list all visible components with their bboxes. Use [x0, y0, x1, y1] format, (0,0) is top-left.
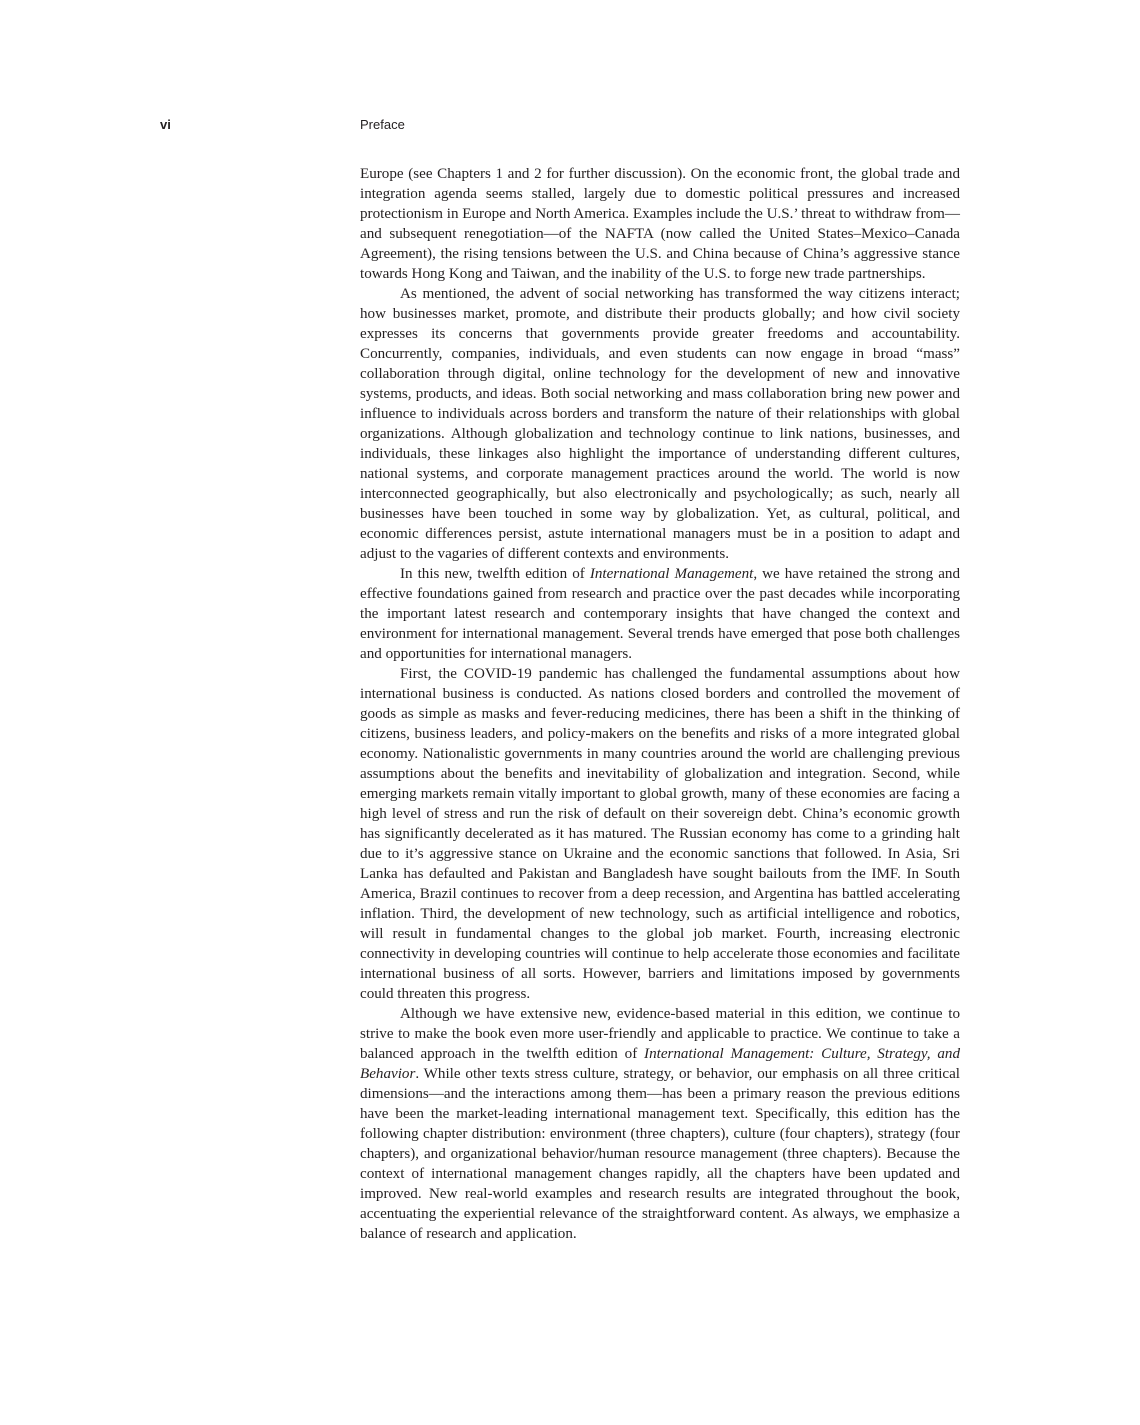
paragraph-balanced-approach	[360, 1004, 960, 1244]
paragraph-twelfth-edition	[360, 564, 960, 664]
text-run: Although we have extensive new, evidence-based material in this edition, we continue to strive to make the book even more user-friendly and applicable to practice. We continue to take a balanced approach in the twelfth edition of	[360, 1006, 960, 1062]
text-run: . While other texts stress culture, strategy, or behavior, our emphasis on all three critical dimensions—and the interactions among them—has been a primary reason the previous editions have been the market-leading international management text. Specifically, this edition has the following chapter distribution: environment (three chapters), culture (four chapters), strategy (four chapters), and organizational behavior/human resource management (three chapters). Because the context of international management changes rapidly, all the chapters have been updated and improved. New real-world examples and research results are integrated throughout the book, accentuating the experiential relevance of the straightforward content. As always, we emphasize a balance of research and application.	[360, 1066, 960, 1242]
text-run: , we have retained the strong and effective foundations gained from research and practice over the past decades while incorporating the important latest research and contemporary insights that have changed the context and environment for international management. Several trends have emerged that pose both challenges and opportunities for international managers.	[360, 566, 960, 662]
preface-body	[360, 164, 960, 1244]
paragraph-trends: First, the COVID-19 pandemic has challenged the fundamental assumptions about how international business is conducted. As nations closed borders and controlled the movement of goods as simple as masks and fever-reducing medicines, there has been a shift in the thinking of citizens, business leaders, and policy-makers on the benefits and risks of a more integrated global economy. Nationalistic governments in many countries around the world are challenging previous assumptions about the benefits and inevitability of globalization and integration. Second, while emerging markets remain vitally important to global growth, many of these economies are facing a high level of stress and run the risk of default on their sovereign debt. China’s economic growth has significantly decelerated as it has matured. The Russian economy has come to a grinding halt due to it’s aggressive stance on Ukraine and the economic sanctions that followed. In Asia, Sri Lanka has defaulted and Pakistan and Bangladesh have sought bailouts from the IMF. In South America, Brazil continues to recover from a deep recession, and Argentina has battled accelerating inflation. Third, the development of new technology, such as artificial intelligence and robotics, will result in fundamental changes to the global job market. Fourth, increasing electronic connectivity in developing countries will continue to help accelerate those economies and facilitate international business of all sorts. However, barriers and limitations imposed by governments could threaten this progress.	[360, 666, 960, 1002]
text-run: In this new, twelfth edition of	[400, 566, 590, 582]
page-number: vi	[160, 117, 171, 132]
paragraph-continued: Europe (see Chapters 1 and 2 for further discussion). On the economic front, the global trade and integration agenda seems stalled, largely due to domestic political pressures and increased protectionism in Europe and North America. Examples include the U.S.’ threat to withdraw from—and subsequent renegotiation—of the NAFTA (now called the United States–Mexico–Canada Agreement), the rising tensions between the U.S. and China because of China’s aggressive stance towards Hong Kong and Taiwan, and the inability of the U.S. to forge new trade partnerships.	[360, 166, 960, 282]
book-title-italic: International Management: Culture, Strategy, and Behavior	[360, 1046, 960, 1082]
book-title-italic: International Management	[589, 566, 754, 582]
running-head: Preface	[360, 117, 405, 132]
paragraph-social-networking: As mentioned, the advent of social networking has transformed the way citizens interact; how businesses market, promote, and distribute their products globally; and how civil society expresses its concerns that governments provide greater freedoms and accountability. Concurrently, companies, individuals, and even students can now engage in broad “mass” collaboration through digital, online technology for the development of new and innovative systems, products, and ideas. Both social networking and mass collaboration bring new power and influence to individuals across borders and transform the nature of their relationships with global organizations. Although globalization and technology continue to link nations, businesses, and individuals, these linkages also highlight the importance of understanding different cultures, national systems, and corporate management practices around the world. The world is now interconnected geographically, but also electronically and psychologically; as such, nearly all businesses have been touched in some way by globalization. Yet, as cultural, political, and economic differences persist, astute international managers must be in a position to adapt and adjust to the vagaries of different contexts and environments.	[360, 286, 960, 562]
